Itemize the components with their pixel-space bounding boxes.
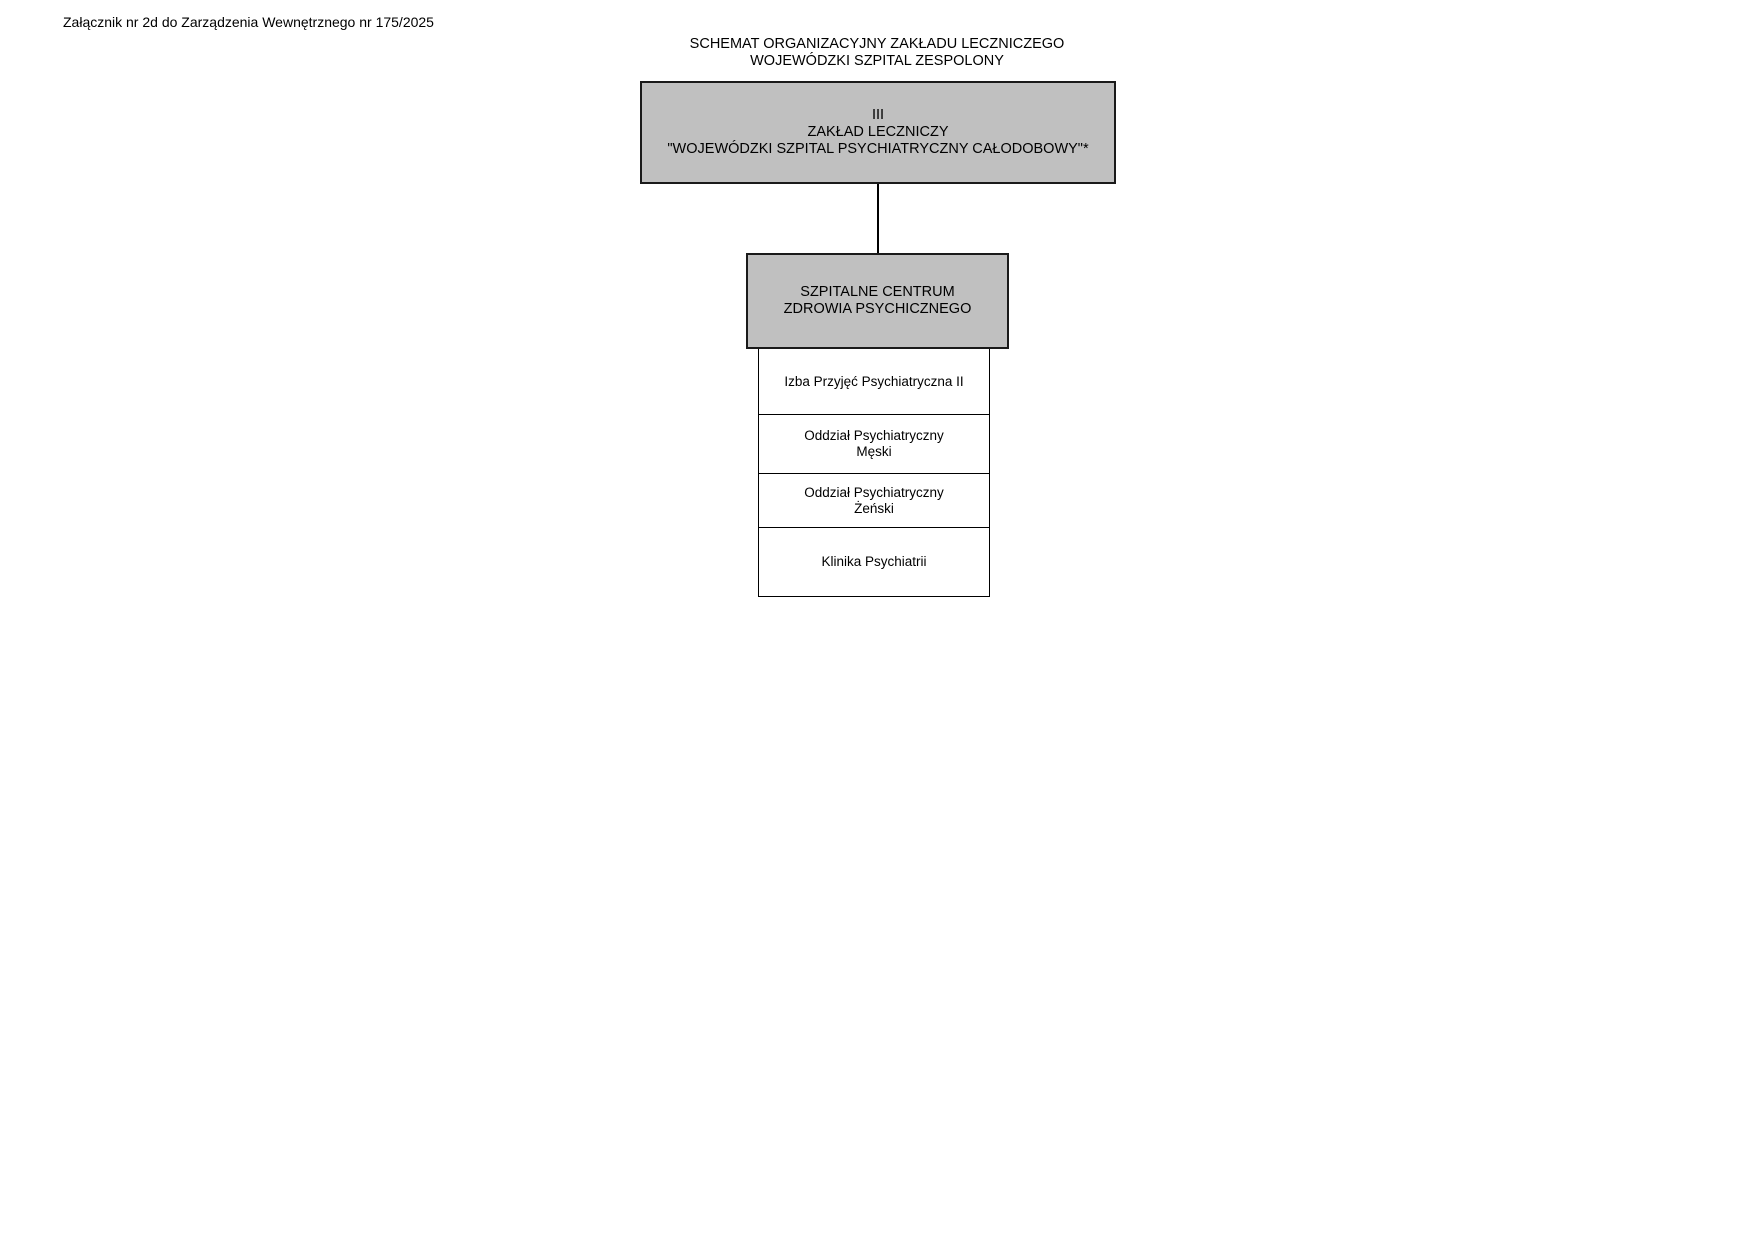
main-unit-name: "WOJEWÓDZKI SZPITAL PSYCHIATRYCZNY CAŁODOBOWY"* xyxy=(667,141,1089,157)
sub-unit-label: Izba Przyjęć Psychiatryczna II xyxy=(784,373,964,389)
sub-unit-box xyxy=(758,415,990,474)
annex-note: Załącznik nr 2d do Zarządzenia Wewnętrznego nr 175/2025 xyxy=(63,14,434,30)
chart-title-line-2: WOJEWÓDZKI SZPITAL ZESPOLONY xyxy=(750,53,1004,69)
sub-unit-label: Klinika Psychiatrii xyxy=(821,554,927,569)
sub-unit-label: Oddział Psychiatryczny xyxy=(804,428,944,443)
sub-unit-box xyxy=(758,349,990,415)
connector-line xyxy=(877,184,879,253)
center-unit-line-1: SZPITALNE CENTRUM xyxy=(800,284,955,300)
sub-units-list xyxy=(758,349,990,597)
center-unit-line-2: ZDROWIA PSYCHICZNEGO xyxy=(783,301,972,317)
main-unit-box xyxy=(640,81,1116,184)
main-unit-number: III xyxy=(871,107,885,123)
sub-unit-box xyxy=(758,474,990,528)
sub-unit-label-line-2: Męski xyxy=(856,444,892,459)
center-unit-box xyxy=(746,253,1009,349)
sub-unit-label: Oddział Psychiatryczny xyxy=(804,484,944,500)
sub-unit-box xyxy=(758,528,990,597)
chart-title-line-1: SCHEMAT ORGANIZACYJNY ZAKŁADU LECZNICZEGO xyxy=(689,36,1065,52)
sub-unit-label-line-2: Żeński xyxy=(854,500,894,516)
chart-title xyxy=(560,36,1194,70)
main-unit-type: ZAKŁAD LECZNICZY xyxy=(807,124,949,140)
